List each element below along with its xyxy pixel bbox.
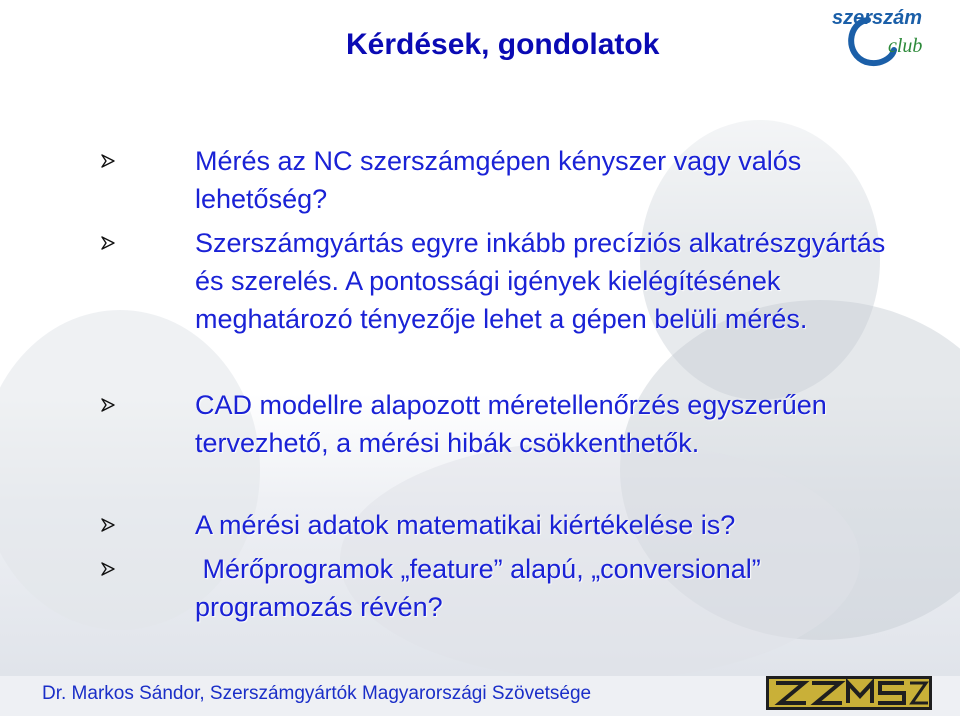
bullet-text: Mérés az NC szerszámgépen kényszer vagy valós lehetőség? [195,146,802,214]
szmsz-logo [766,676,932,710]
slide-title: Kérdések, gondolatok [346,28,660,61]
szerszam-club-logo [822,2,956,76]
bullet-text: Mérőprogramok „feature” alapú, „conversional” programozás révén? [195,554,769,622]
arrow-bullet-icon [100,235,116,251]
bullet-text: CAD modellre alapozott méretellenőrzés egyszerűen tervezhető, a mérési hibák csökkenthetők. [195,390,827,458]
arrow-bullet-icon [100,397,116,413]
bullet-text: Szerszámgyártás egyre inkább precíziós alkatrészgyártás és szerelés. A pontossági igények kielégítésének meghatározó tényezője lehet a gépen belüli mérés. [195,228,886,334]
arrow-bullet-icon [100,561,116,577]
footer-text: Dr. Markos Sándor, Szerszámgyártók Magyarországi Szövetsége [42,683,592,704]
arrow-bullet-icon [100,153,116,169]
svg-text:szerszám: szerszám [832,7,923,29]
svg-text:club: club [888,35,923,57]
bullet-text: A mérési adatok matematikai kiértékelése is? [195,510,736,540]
arrow-bullet-icon [100,517,116,533]
